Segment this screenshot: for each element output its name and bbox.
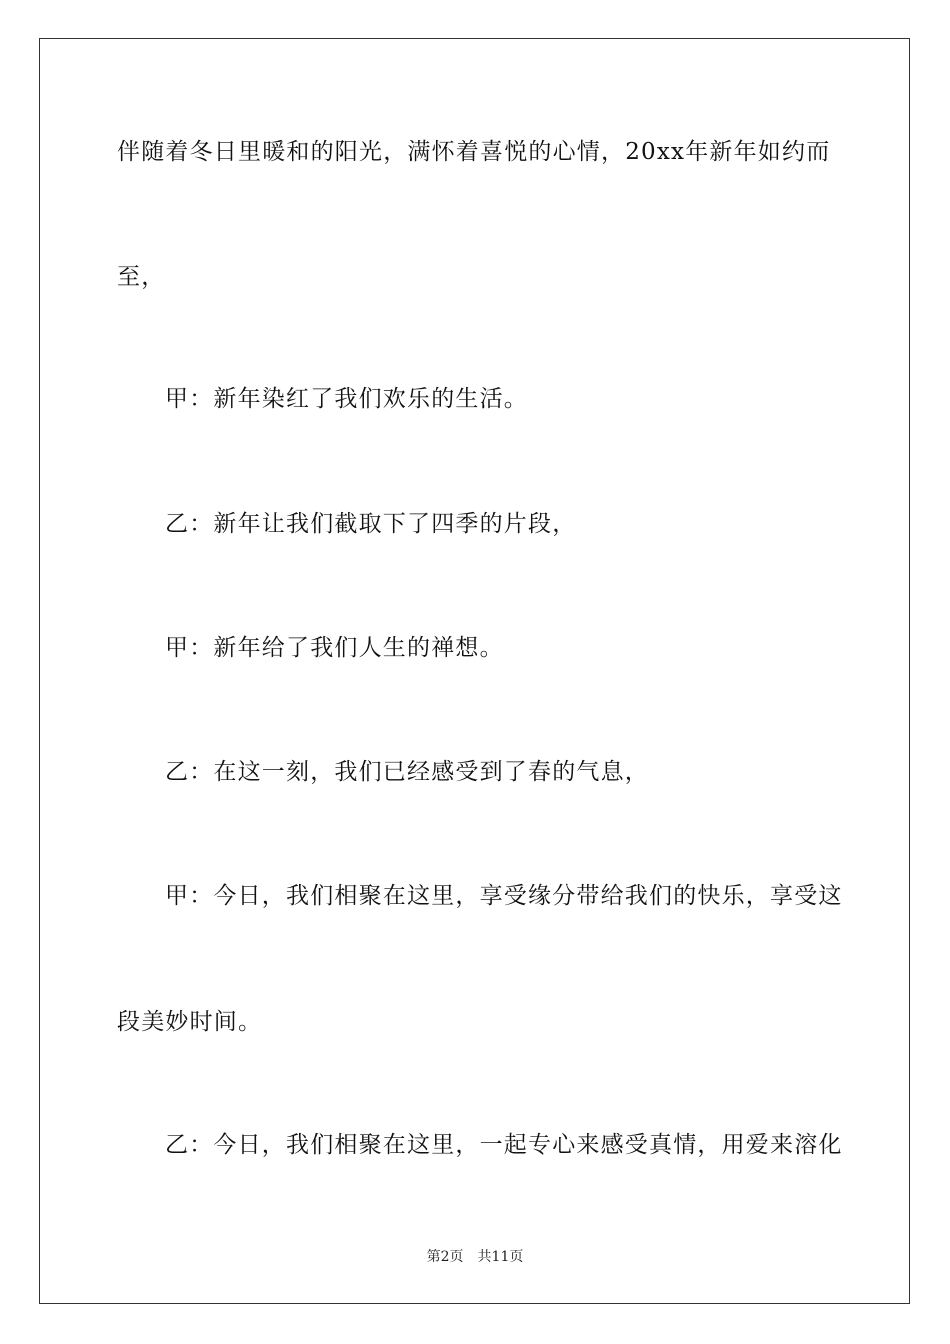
page-footer [0,1248,950,1266]
paragraph-line-2: 至， [117,264,166,290]
dialogue-line-yi-2: 乙：在这一刻，我们已经感受到了春的气息， [165,759,649,785]
paragraph-line-1: 伴随着冬日里暖和的阳光，满怀着喜悦的心情，20xx年新年如约而 [117,139,831,165]
page-number: 第2页 [426,1249,464,1265]
dialogue-line-yi-1: 乙：新年让我们截取下了四季的片段， [165,511,577,537]
dialogue-line-jia-3-continued: 段美妙时间。 [117,1009,263,1035]
dialogue-line-jia-3: 甲：今日，我们相聚在这里，享受缘分带给我们的快乐，享受这 [165,883,843,909]
dialogue-line-jia-1: 甲：新年染红了我们欢乐的生活。 [165,386,528,412]
total-pages: 共11页 [477,1249,524,1265]
dialogue-line-yi-3: 乙：今日，我们相聚在这里，一起专心来感受真情，用爱来溶化 [165,1132,843,1158]
dialogue-line-jia-2: 甲：新年给了我们人生的禅想。 [165,635,504,661]
page-border [39,38,910,1304]
